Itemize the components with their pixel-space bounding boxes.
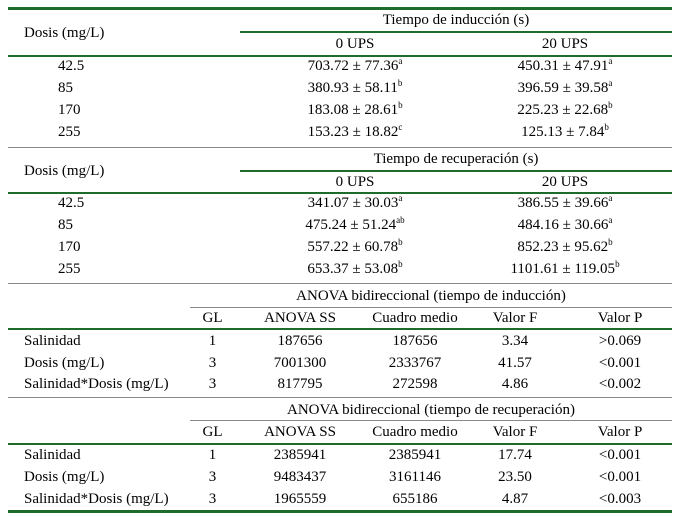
significance-letter: a [398,193,403,203]
induction-group-header: Tiempo de inducción (s) [382,12,530,28]
significance-letter: c [398,122,403,132]
anova-induction-title: ANOVA bidireccional (tiempo de inducción) [296,288,566,304]
gl-cell: 1 [208,333,217,349]
factor-label: Salinidad [24,447,81,463]
f-cell: 41.57 [498,355,532,371]
f-cell: 4.86 [501,376,529,392]
f-cell: 3.34 [501,333,529,349]
gl-cell: 3 [208,469,217,485]
section-divider [8,283,672,284]
value-cell: 450.31 ± 47.91$^a$ [517,56,613,74]
recovery-group-header: Tiempo de recuperación (s) [373,151,539,167]
col-gl-header: GL [202,424,223,440]
col-0ups-header: 0 UPS [335,174,375,190]
cm-cell: 2385941 [388,447,442,463]
p-cell: <0.001 [598,355,642,371]
p-cell: <0.001 [598,469,642,485]
factor-label: Salinidad*Dosis (mg/L) [24,376,169,392]
col-20ups-header: 20 UPS [541,174,589,190]
cm-cell: 655186 [392,491,438,507]
col-0ups-header: 0 UPS [335,36,375,52]
anova-recovery-title-rule [190,420,672,421]
f-cell: 17.74 [498,447,532,463]
p-cell: <0.002 [598,376,642,392]
col-f-header: Valor F [492,310,538,326]
ss-cell: 7001300 [273,355,327,371]
significance-letter: a [608,56,613,66]
cm-cell: 3161146 [389,469,441,485]
cm-cell: 272598 [392,376,438,392]
value-cell: 484.16 ± 30.66$^a$ [517,215,613,233]
col-p-header: Valor P [597,310,643,326]
anova-induction-title-rule [190,307,672,308]
significance-letter: b [608,100,613,110]
ss-cell: 817795 [277,376,323,392]
gl-cell: 3 [208,376,217,392]
cm-cell: 2333767 [388,355,442,371]
col-cm-header: Cuadro medio [372,310,458,326]
section-divider [8,397,672,398]
gl-cell: 3 [208,491,217,507]
col-ss-header: ANOVA SS [264,310,336,326]
significance-letter: a [608,193,613,203]
value-cell: 341.07 ± 30.03$^a$ [307,193,403,211]
p-cell: <0.003 [598,491,642,507]
dose-cell: 255 [58,124,81,140]
col-gl-header: GL [202,310,223,326]
value-cell: 386.55 ± 39.66$^a$ [517,193,613,211]
table-top-rule [8,7,672,10]
dose-cell: 170 [58,239,81,255]
value-cell: 475.24 ± 51.24$^{ab}$ [305,215,405,233]
f-cell: 23.50 [498,469,532,485]
dose-cell: 85 [58,80,73,96]
significance-letter: b [397,78,403,88]
section-divider [8,147,672,148]
value-cell: 1101.61 ± 119.05$^b$ [510,259,620,277]
gl-cell: 3 [208,355,217,371]
significance-letter: b [604,122,609,132]
value-cell: 653.37 ± 53.08$^b$ [307,259,403,277]
table-bottom-rule [8,510,672,513]
significance-letter: a [608,78,613,88]
recovery-group-rule [240,170,672,172]
dose-column-header: Dosis (mg/L) [24,25,105,41]
significance-letter: a [398,56,403,66]
value-cell: 396.59 ± 39.58$^a$ [517,78,613,96]
anova-recovery-title: ANOVA bidireccional (tiempo de recuperación) [287,402,575,418]
value-cell: 852.23 ± 95.62$^b$ [517,237,613,255]
dose-cell: 255 [58,261,81,277]
col-20ups-header: 20 UPS [541,36,589,52]
col-f-header: Valor F [492,424,538,440]
ss-cell: 2385941 [273,447,327,463]
dose-cell: 170 [58,102,81,118]
induction-group-rule [240,31,672,33]
ss-cell: 9483437 [273,469,327,485]
value-cell: 225.23 ± 22.68$^b$ [517,100,613,118]
value-cell: 153.23 ± 18.82$^c$ [307,122,403,140]
value-cell: 380.93 ± 58.11$^b$ [307,78,403,96]
factor-label: Dosis (mg/L) [24,469,105,485]
value-cell: 703.72 ± 77.36$^a$ [307,56,403,74]
dose-cell: 85 [58,217,73,233]
significance-letter: ab [396,215,405,225]
dose-column-header: Dosis (mg/L) [24,163,105,179]
significance-letter: b [398,100,403,110]
significance-letter: b [398,237,403,247]
cm-cell: 187656 [392,333,438,349]
anova-recovery-header-rule [8,443,672,445]
significance-letter: b [615,259,620,269]
ss-cell: 1965559 [273,491,327,507]
value-cell: 183.08 ± 28.61$^b$ [307,100,403,118]
dose-cell: 42.5 [58,58,85,74]
dose-cell: 42.5 [58,195,85,211]
col-cm-header: Cuadro medio [372,424,458,440]
significance-letter: a [608,215,613,225]
factor-label: Salinidad*Dosis (mg/L) [24,491,169,507]
factor-label: Dosis (mg/L) [24,355,105,371]
col-p-header: Valor P [597,424,643,440]
col-ss-header: ANOVA SS [264,424,336,440]
significance-letter: b [608,237,613,247]
ss-cell: 187656 [277,333,323,349]
p-cell: <0.001 [598,447,642,463]
value-cell: 125.13 ± 7.84$^b$ [521,122,609,140]
factor-label: Salinidad [24,333,81,349]
gl-cell: 1 [208,447,217,463]
value-cell: 557.22 ± 60.78$^b$ [307,237,403,255]
anova-induction-header-rule [8,328,672,330]
significance-letter: b [398,259,403,269]
p-cell: >0.069 [598,333,642,349]
f-cell: 4.87 [501,491,529,507]
